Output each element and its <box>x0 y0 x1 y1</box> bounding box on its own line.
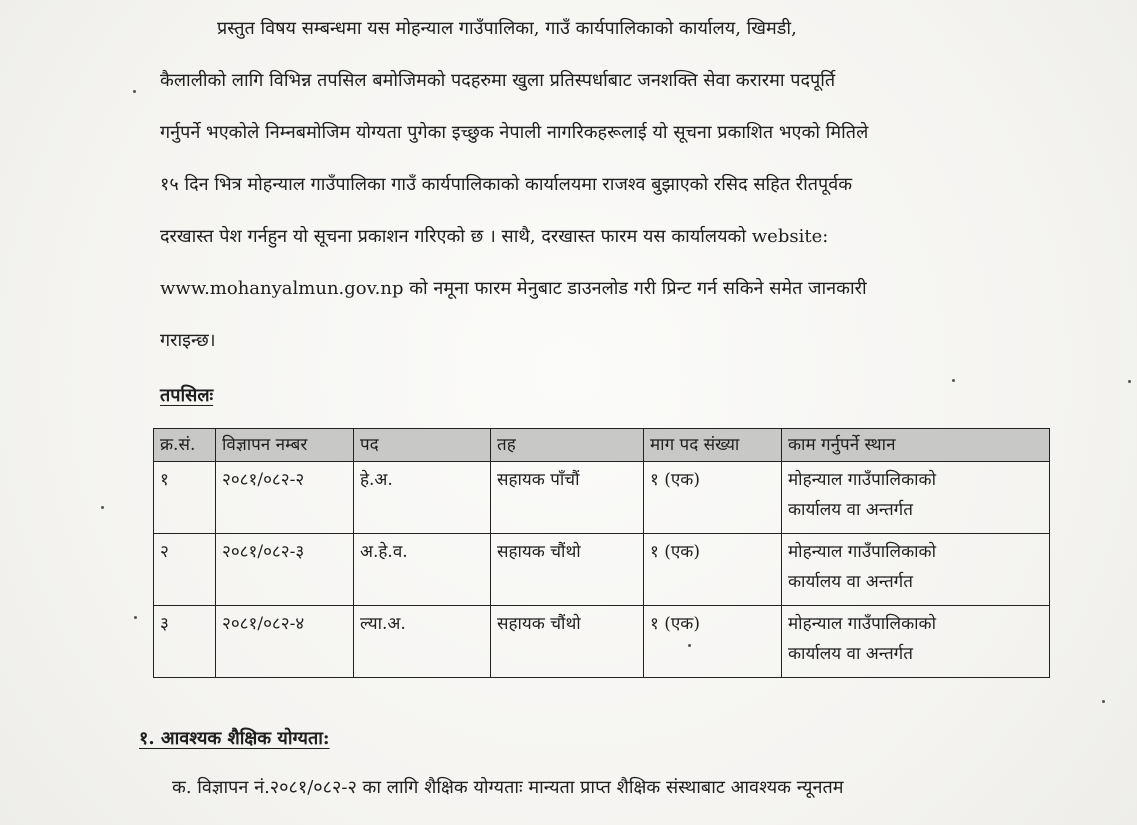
cell-post: अ.हे.व. <box>354 534 491 606</box>
section-1-text: क. विज्ञापन नं.२०८१/०८२-२ का लागि शैक्षिक योग्यताः मान्यता प्राप्त शैक्षिक संस्थाबाट आवश्यक न्यूनतम <box>172 777 844 798</box>
intro-line-7: गराइन्छ। <box>160 330 216 351</box>
vacancy-table <box>153 428 1050 678</box>
cell-serial: ३ <box>154 606 216 678</box>
cell-ad-number: २०८१/०८२-४ <box>216 606 354 678</box>
work-place-line-2: कार्यालय वा अन्तर्गत <box>788 572 913 592</box>
cell-post: ल्या.अ. <box>354 606 491 678</box>
scan-speck <box>1102 700 1105 703</box>
scan-speck <box>134 616 137 619</box>
intro-paragraph <box>160 3 995 367</box>
header-ad-number: विज्ञापन नम्बर <box>216 429 354 462</box>
cell-ad-number: २०८१/०८२-२ <box>216 462 354 534</box>
intro-line-1: प्रस्तुत विषय सम्बन्धमा यस मोहन्याल गाउँपालिका, गाउँ कार्यपालिकाको कार्यालय, खिमडी, <box>217 18 797 39</box>
cell-post-count: १ (एक) <box>644 462 782 534</box>
scan-speck <box>101 506 104 509</box>
work-place-line-2: कार्यालय वा अन्तर्गत <box>788 500 913 520</box>
scan-speck <box>1128 380 1131 383</box>
work-place-line-1: मोहन्याल गाउँपालिकाको <box>788 614 936 634</box>
header-level: तह <box>491 429 644 462</box>
details-heading: तपसिलः <box>160 385 214 406</box>
intro-line-4: १५ दिन भित्र मोहन्याल गाउँपालिका गाउँ कार्यपालिकाको कार्यालयमा राजश्व बुझाएको रसिद सहित रीतपूर्वक <box>160 174 853 195</box>
intro-line-2: कैलालीको लागि विभिन्न तपसिल बमोजिमको पदहरुमा खुला प्रतिस्पर्धाबाट जनशक्ति सेवा करारमा पदपूर्ति <box>160 70 836 91</box>
section-1-heading: १. आवश्यक शैक्षिक योग्यता: <box>139 728 330 749</box>
table-row <box>154 534 1050 606</box>
table-row <box>154 462 1050 534</box>
intro-line-6: www.mohanyalmun.gov.np को नमूना फारम मेनुबाट डाउनलोड गरी प्रिन्ट गर्न सकिने समेत जानकारी <box>160 278 867 299</box>
scan-speck <box>952 379 955 382</box>
header-post-count: माग पद संख्या <box>644 429 782 462</box>
header-work-place: काम गर्नुपर्ने स्थान <box>782 429 1050 462</box>
cell-serial: २ <box>154 534 216 606</box>
cell-work-place <box>782 534 1050 606</box>
intro-line-5: दरखास्त पेश गर्नहुन यो सूचना प्रकाशन गरिएको छ । साथै, दरखास्त फारम यस कार्यालयको website: <box>160 226 829 247</box>
cell-work-place <box>782 606 1050 678</box>
cell-level: सहायक चौंथो <box>491 606 644 678</box>
cell-level: सहायक पाँचौं <box>491 462 644 534</box>
work-place-line-1: मोहन्याल गाउँपालिकाको <box>788 542 936 562</box>
cell-ad-number: २०८१/०८२-३ <box>216 534 354 606</box>
cell-work-place <box>782 462 1050 534</box>
table-row <box>154 606 1050 678</box>
work-place-line-1: मोहन्याल गाउँपालिकाको <box>788 470 936 490</box>
intro-line-3: गर्नुपर्ने भएकोले निम्नबमोजिम योग्यता पुगेका इच्छुक नेपाली नागरिकहरूलाई यो सूचना प्रकाशित भएको मितिले <box>160 122 869 143</box>
scan-speck <box>688 644 691 647</box>
header-serial: क्र.सं. <box>154 429 216 462</box>
cell-post: हे.अ. <box>354 462 491 534</box>
work-place-line-2: कार्यालय वा अन्तर्गत <box>788 644 913 664</box>
section-1-line <box>172 762 1002 814</box>
cell-post-count: १ (एक) <box>644 606 782 678</box>
cell-serial: १ <box>154 462 216 534</box>
cell-post-count: १ (एक) <box>644 534 782 606</box>
table-header-row <box>154 429 1050 462</box>
cell-level: सहायक चौंथो <box>491 534 644 606</box>
header-post: पद <box>354 429 491 462</box>
scan-speck <box>133 90 136 93</box>
